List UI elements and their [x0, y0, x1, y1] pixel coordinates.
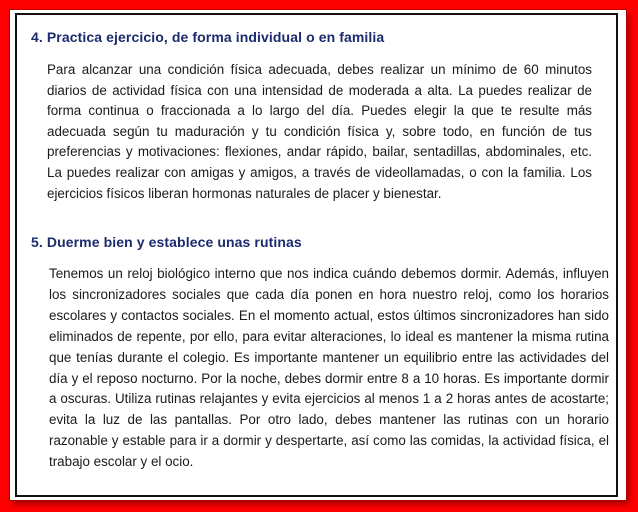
- section-5-body: Tenemos un reloj biológico interno que nos indica cuándo debemos dormir. Además, influyen los sincronizadores sociales que cada día ponen en hora nuestro reloj, como los horarios escolares y contactos sociales. En el momento actual, estos últimos sincronizadores han sido eliminados de repente, por ello, para evitar alteraciones, lo ideal es mantener la misma rutina que tenías durante el colegio. Es importante mantener un equilibrio entre las actividades del día y el reposo nocturno. Por la noche, debes dormir entre 8 a 10 horas. Es importante dormir a oscuras. Utiliza rutinas relajantes y evita ejercicios al menos 1 a 2 horas antes de acostarte; evita la luz de las pantallas. Por otro lado, debes mantener las rutinas con un horario razonable y estable para ir a dormir y despertarte, así como las comidas, la actividad física, el trabajo escolar y el ocio.: [49, 266, 609, 470]
- section-4-heading: 4. Practica ejercicio, de forma individual o en familia: [31, 29, 385, 45]
- section-4-body: Para alcanzar una condición física adecuada, debes realizar un mínimo de 60 minutos diarios de actividad física con una intensidad de moderada a alta. La puedes realizar de forma continua o fraccionada a lo largo del día. Puedes elegir la que te resulte más adecuada según tu maduración y tu condición física y, sobre todo, en función de tus preferencias y motivaciones: flexiones, andar rápido, bailar, sentadillas, abdominales, etc. La puedes realizar con amigas y amigos, a través de videollamadas, o con la familia. Los ejercicios físicos liberan hormonas naturales de placer y bienestar.: [47, 62, 592, 201]
- section-5-heading: 5. Duerme bien y establece unas rutinas: [31, 234, 302, 250]
- content-panel: [15, 13, 618, 497]
